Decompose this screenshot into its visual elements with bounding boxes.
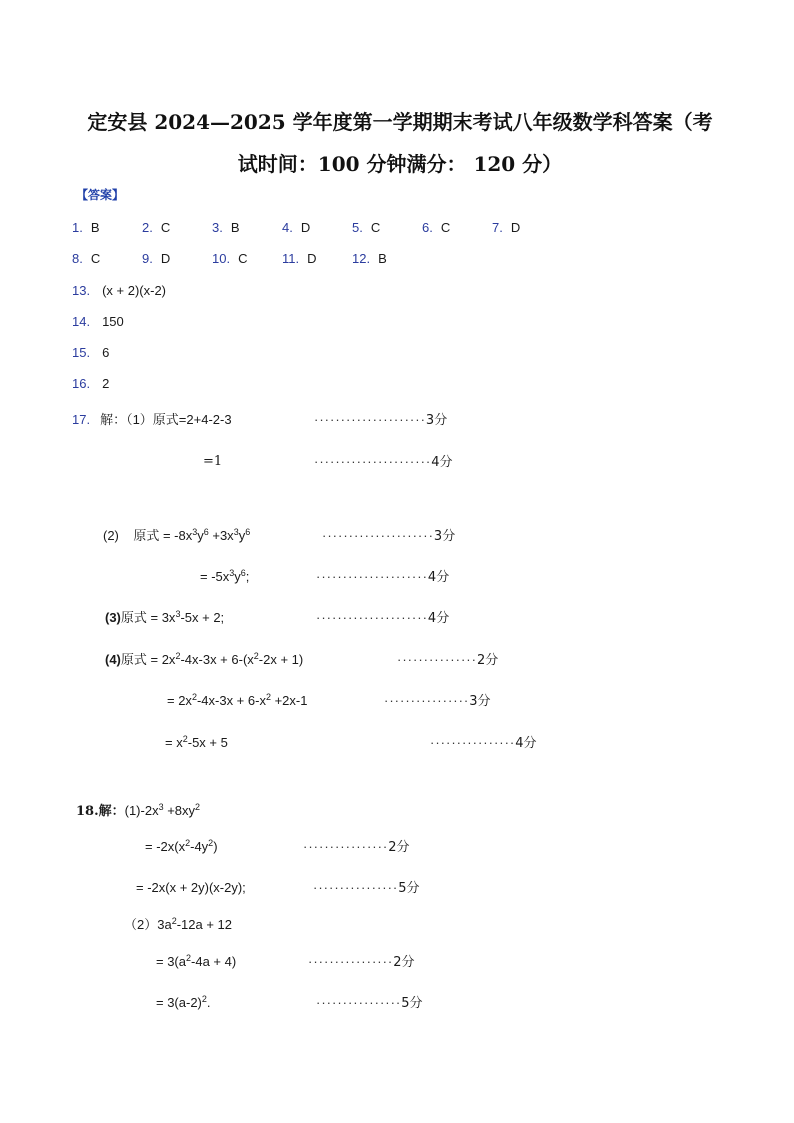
- step-text: -4y: [190, 839, 209, 854]
- score-mark: [397, 652, 498, 669]
- fill-item: [72, 376, 109, 392]
- question-number: 11.: [282, 251, 300, 266]
- score-mark: [316, 995, 423, 1012]
- mc-item: [352, 220, 380, 235]
- question-number: 18.解：: [76, 804, 125, 819]
- leader-dots: ················: [316, 995, 402, 1010]
- points: 2分: [476, 653, 499, 668]
- answer-value: C: [238, 251, 248, 266]
- q17-part-4-line-2: [167, 693, 307, 710]
- step-text: 解：（1）原式=2+4-2-3: [100, 412, 232, 427]
- step-text: 原式 = 2x: [120, 652, 176, 667]
- step-text: -2x + 1): [258, 652, 304, 667]
- mc-item: [492, 220, 520, 235]
- q18-part-2-line-2: [156, 954, 236, 971]
- answer-value: C: [160, 220, 171, 235]
- step-text: -4x-3x + 6-x: [196, 693, 266, 708]
- q18-line-2: [145, 839, 218, 856]
- exponent: 2: [191, 692, 197, 702]
- question-number: 12.: [352, 251, 371, 266]
- leader-dots: ················: [308, 954, 394, 969]
- step-text: = 3(a-2): [156, 995, 202, 1010]
- fill-item: [72, 345, 109, 361]
- exponent: 2: [171, 916, 177, 926]
- question-number: 2.: [142, 220, 153, 235]
- answer-value: D: [300, 220, 311, 235]
- step-text: (1)-2x: [124, 803, 159, 818]
- exponent: 2: [265, 692, 271, 702]
- leader-dots: ·····················: [322, 528, 434, 543]
- answer-value: D: [307, 251, 317, 266]
- step-text: = 2x: [167, 693, 192, 708]
- leader-dots: ················: [384, 693, 470, 708]
- mc-item: [282, 220, 310, 235]
- exponent: 2: [186, 953, 192, 963]
- points: 2分: [393, 955, 415, 970]
- exponent: 6: [240, 568, 246, 578]
- score-mark: [313, 880, 420, 897]
- points: 3分: [433, 529, 456, 544]
- question-number: 6.: [422, 220, 433, 235]
- points: 2分: [388, 840, 410, 855]
- question-number: 9.: [142, 251, 153, 266]
- leader-dots: ················: [430, 735, 516, 750]
- exponent: 3: [229, 568, 235, 578]
- question-number: 16.: [72, 376, 91, 391]
- fill-item: [72, 314, 124, 330]
- answer-value: C: [370, 220, 381, 235]
- points: 3分: [469, 694, 491, 709]
- score-mark: [322, 528, 455, 545]
- exponent: 2: [195, 802, 201, 812]
- answer-value: 150: [102, 314, 124, 329]
- score-mark: [314, 412, 447, 429]
- answer-value: C: [90, 251, 101, 266]
- exponent: 3: [233, 527, 239, 537]
- step-text: -5x + 2;: [180, 610, 225, 625]
- mc-item: [352, 251, 387, 266]
- answer-value: C: [440, 220, 451, 235]
- answer-value: B: [90, 220, 100, 235]
- exponent: 2: [185, 838, 191, 848]
- part-label: (3): [105, 610, 121, 625]
- step-text: 原式 = 3x: [120, 610, 176, 625]
- mc-item: [212, 251, 247, 266]
- question-number: 1.: [72, 220, 83, 235]
- exponent: 2: [253, 651, 259, 661]
- mc-item: [142, 220, 170, 235]
- answer-value: 2: [102, 376, 110, 391]
- answer-value: B: [230, 220, 240, 235]
- exponent: 3: [192, 527, 198, 537]
- score-mark: [308, 954, 415, 971]
- step-text: = x: [165, 735, 183, 750]
- mc-item: [72, 220, 100, 235]
- points: 4分: [515, 736, 537, 751]
- exponent: 3: [158, 802, 164, 812]
- question-number: 8.: [72, 251, 83, 266]
- question-number: 13.: [72, 283, 91, 298]
- page-title-line-1: 定安县 2024—2025 学年度第一学期期末考试八年级数学科答案（考: [87, 110, 713, 134]
- question-number: 15.: [72, 345, 91, 360]
- mc-item: [282, 251, 317, 266]
- fill-item: [72, 283, 166, 299]
- step-text: +2x-1: [270, 693, 308, 708]
- question-number: 3.: [212, 220, 223, 235]
- exponent: 6: [245, 527, 251, 537]
- step-text: y: [238, 528, 246, 543]
- exponent: 2: [182, 734, 188, 744]
- step-text: -4x-3x + 6-(x: [180, 652, 254, 667]
- question-number: 17.: [72, 412, 91, 427]
- exponent: 2: [208, 838, 214, 848]
- q17-part-2-line-2: [200, 569, 249, 586]
- score-mark: [316, 610, 449, 627]
- leader-dots: ···············: [397, 652, 477, 667]
- answer-value: 6: [102, 345, 110, 360]
- answer-value: (x + 2)(x-2): [102, 283, 166, 298]
- q18-part-2: [124, 917, 232, 934]
- points: 5分: [398, 881, 420, 896]
- step-text: = -2x(x + 2y)(x-2y);: [136, 880, 246, 895]
- leader-dots: ················: [313, 880, 399, 895]
- question-number: 10.: [212, 251, 231, 266]
- points: 4分: [427, 570, 450, 585]
- answer-value: D: [510, 220, 521, 235]
- step-text: +3x: [208, 528, 234, 543]
- exponent: 6: [203, 527, 209, 537]
- exponent: 2: [175, 651, 181, 661]
- part-label: (2): [103, 528, 119, 543]
- points: 3分: [425, 413, 448, 428]
- step-text: =1: [203, 454, 223, 469]
- step-text: = -2x(x: [145, 839, 186, 854]
- step-text: +8xy: [163, 803, 196, 818]
- q17-part-4: [105, 652, 303, 669]
- score-mark: [314, 454, 453, 471]
- step-text: ): [213, 839, 218, 854]
- q17-line-1: [72, 412, 232, 428]
- mc-item: [142, 251, 170, 266]
- leader-dots: ······················: [314, 454, 432, 469]
- exponent: 3: [175, 609, 181, 619]
- score-mark: [384, 693, 491, 710]
- points: 4分: [431, 455, 453, 470]
- exponent: 2: [201, 994, 207, 1004]
- step-text: -5x + 5: [187, 735, 228, 750]
- score-mark: [303, 839, 410, 856]
- q17-part-4-line-3: [165, 735, 228, 752]
- q17-part-2: [103, 528, 250, 545]
- q18-part-2-line-3: [156, 995, 211, 1012]
- step-text: -4a + 4): [191, 954, 237, 969]
- part-label: (4): [105, 652, 121, 667]
- step-text: = 3(a: [156, 954, 186, 969]
- points: 4分: [427, 611, 450, 626]
- leader-dots: ·····················: [314, 412, 426, 427]
- answer-value: D: [160, 251, 171, 266]
- step-text: y: [197, 528, 204, 543]
- score-mark: [316, 569, 449, 586]
- question-number: 4.: [282, 220, 293, 235]
- step-text: ;: [245, 569, 250, 584]
- leader-dots: ·····················: [316, 610, 428, 625]
- answer-value: B: [378, 251, 387, 266]
- mc-item: [72, 251, 100, 266]
- step-text: y: [234, 569, 241, 584]
- leader-dots: ················: [303, 839, 389, 854]
- q17-part-3: [105, 610, 224, 627]
- score-mark: [430, 735, 537, 752]
- mc-item: [212, 220, 240, 235]
- answer-label: 【答案】: [76, 188, 125, 202]
- question-number: 5.: [352, 220, 363, 235]
- page-title-line-2: 试时间：100 分钟满分： 120 分）: [237, 152, 563, 176]
- mc-item: [422, 220, 450, 235]
- q18-line-1: [76, 803, 200, 820]
- leader-dots: ·····················: [316, 569, 428, 584]
- question-number: 14.: [72, 314, 91, 329]
- step-text: .: [206, 995, 211, 1010]
- q18-line-3: [136, 880, 246, 896]
- question-number: 7.: [492, 220, 503, 235]
- points: 5分: [401, 996, 423, 1011]
- step-text: -12a + 12: [176, 917, 233, 932]
- step-text: = -5x: [200, 569, 230, 584]
- step-text: （2）3a: [124, 917, 172, 932]
- step-text: 原式 = -8x: [133, 528, 193, 543]
